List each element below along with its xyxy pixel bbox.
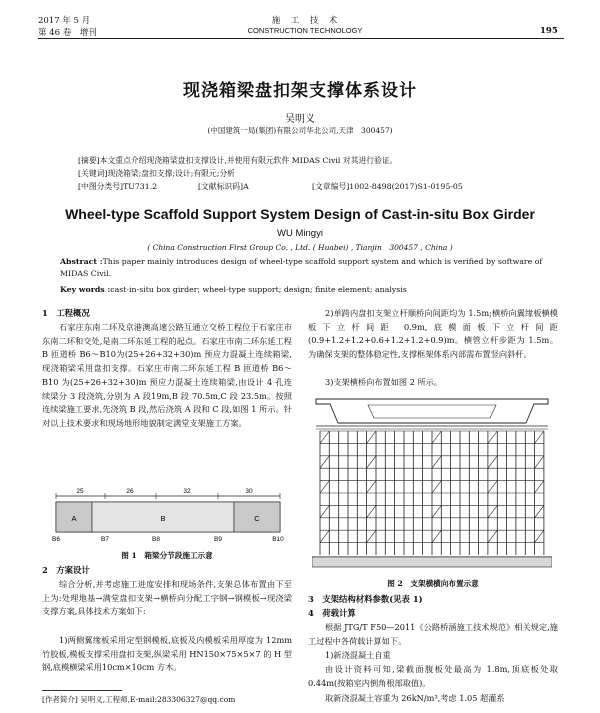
clc-number: [中图分类号]TU731.2 [78,182,158,191]
scaffold-diagonal-brace [367,431,376,443]
figure-1-caption: 图 1 箱梁分节段施工示意 [121,551,213,560]
fig1-dim-3: 32 [183,488,191,495]
scaffold-diagonal-brace [535,431,544,443]
fig1-pier-b7: B7 [101,536,109,543]
section-2-item-1: 1)两侧翼缘板采用定型钢模板,底板及内模板采用厚度为 12mm 竹胶板,模板支撑采用盘扣支架,纵梁采用 HN150×75×5×7 的 H 型钢,底模横梁采用10cm×10cm 方木。 [42,635,292,673]
figure-2-caption: 图 2 支架横横向布置示意 [387,579,479,588]
section-4-title: 4 荷载计算 [308,608,356,618]
fig1-label-a: A [71,514,77,523]
affiliation-en: ( China Construction First Group Co. , Ltd. ( Huabei) , Tianjin 300457 , China ) [147,243,453,252]
scaffold-diagonal-brace [320,481,329,493]
section-4-text-2: 由设计资料可知,梁截面腹板处最高为 1.8m,顶底板处取 0.44m(按箱室内倒角根部取值)。 [308,664,558,688]
scaffold-diagonal-brace [320,505,329,517]
scaffold-diagonal-brace [488,481,497,493]
scaffold-diagonal-brace [535,505,544,517]
section-2-text: 综合分析,并考虑施工进度安排和现场条件,支架总体布置由下至上为:处理地基→满堂盘扣支架→横桥向分配工字钢→钢模板→现浇梁支撑方案,具体技术方案如下: [42,579,292,617]
ground-foundation [312,557,552,567]
scaffold-diagonal-brace [535,456,544,468]
article-number: [文章编号]1002-8498(2017)S1-0195-05 [312,182,463,191]
section-1-title: 1 工程概况 [42,308,90,318]
fig1-dim-2: 26 [126,488,134,495]
title-en: Wheel-type Scaffold Support System Design of Cast-in-situ Box Girder [65,206,535,222]
scaffold-diagonal-brace [488,530,497,542]
abstract-cn: [摘要]本文重点介绍现浇箱梁盘扣支撑设计,并使用有限元软件 MIDAS Civil 对其进行验证。 [78,156,398,165]
abstract-en: This paper mainly introduces design of wheel-type scaffold support system and which is verified by software of MIDAS Civil. [60,257,543,278]
paragraph-support-spacing: 2)单跨内盘扣支架立杆顺桥向间距均为 1.5m;横桥向翼缘板横模板下立杆间距 0.9m,底模面板下立杆间距(0.9+1.2+1.2+0.6+1.2+1.2+0.9)m。横管立杆步距为 1.5m。为确保支架的整体稳定性,支撑框架体系内部需布置竖向斜杆。 [308,308,558,360]
header-volume: 第 46 卷 增刊 [38,28,97,38]
keywords-en: cast-in-situ box girder; wheel-type support; design; finite element; analysis [110,285,407,294]
scaffold-diagonal-brace [320,530,329,542]
section-4-text: 根据 JTG/T F50—2011《公路桥涵施工技术规范》相关规定,施工过程中各荷载计算如下。 [308,622,558,646]
affiliation-cn: (中国建筑一局(集团)有限公司华北公司,天津 300457) [207,126,393,135]
title-cn: 现浇箱梁盘扣架支撑体系设计 [183,81,417,101]
scaffold-diagonal-brace [320,456,329,468]
fig1-dim-4: 30 [245,488,253,495]
footnote-rule [42,690,122,691]
fig1-label-c: C [254,514,260,523]
scaffold-diagonal-brace [367,456,376,468]
scaffold-diagonal-brace [432,505,441,517]
author-en: WU Mingyi [277,228,323,239]
scaffold-diagonal-brace [488,456,497,468]
scaffold-diagonal-brace [535,481,544,493]
keywords-en-block [60,283,550,296]
scaffold-diagonal-brace [432,530,441,542]
box-girder-cell [368,405,496,418]
scaffold-diagonal-brace [432,431,441,443]
scaffold-diagonal-brace [488,505,497,517]
section-2-title: 2 方案设计 [42,565,90,575]
header-journal-cn: 施 工 技 术 [271,16,339,26]
scaffold-diagonal-brace [367,505,376,517]
fig1-pier-b8: B8 [152,536,160,543]
scaffold-diagonal-brace [320,431,329,443]
header-date: 2017 年 5 月 [38,16,91,26]
section-4-text-3: 取新浇混凝土容重为 26kN/m³,考虑 1.05 超灌系 [325,693,505,703]
scaffold-diagonal-brace [488,431,497,443]
abstract-en-block [60,256,550,280]
section-3-title: 3 支架结构材料参数(见表 1) [308,594,423,604]
figure-1-diagram [50,488,286,544]
header-journal-en: CONSTRUCTION TECHNOLOGY [247,26,363,35]
fig1-label-b: B [160,514,166,523]
document-code: [文献标识码]A [198,182,249,191]
fig1-dim-1: 25 [76,488,84,495]
scaffold-diagonal-brace [367,481,376,493]
fig1-pier-b10: B10 [272,536,284,543]
fig1-pier-b6: B6 [52,536,60,543]
scaffold-grid [320,431,544,555]
scaffold-diagonal-brace [432,456,441,468]
header-rule [38,38,564,39]
header-page-number: 195 [540,26,558,36]
author-cn: 吴明义 [285,114,315,125]
scaffold-diagonal-brace [535,530,544,542]
footnote-author: [作者简介] 吴明义,工程师,E-mail:283306327@qq.com [42,695,236,704]
scaffold-diagonal-brace [432,481,441,493]
abstract-en-label: Abstract : [60,257,103,266]
section-1-text: 石家庄东南二环及京港澳高速公路互通立交桥工程位于石家庄市东南二环和交处,是南二环东延工程的起点。石家庄市南二环东延工程 B 匝道桥 B6～B10为(25+26+32+30)m 预应力混凝土连续箱梁,现浇箱梁采用盘扣支撑。石家庄市南二环东延工程 B 匝道桥 B6～B10 为(25+26+32+30)m 预应力混凝土连续箱梁,由设计 4 孔连续梁分 3 段浇筑,分别为 A 段19m,B 段 70.5m,C 段 23.5m。按照连续梁施工要求,先浇筑 B 段,然后浇筑 A 段和 C 段,如图 1 所示。针对以上技术要求和现场地形地貌制定满堂支架施工方案。 [42,322,292,428]
figure-2-diagram [312,393,552,573]
section-4-item-1: 1)新浇混凝土自重 [325,650,391,660]
scaffold-diagonal-brace [367,530,376,542]
paragraph-figure-2-ref: 3)支架横桥向布置如图 2 所示。 [325,377,443,387]
fig1-pier-b9: B9 [214,536,222,543]
keywords-cn: [关键词]现浇箱梁;盘扣支撑;设计;有限元;分析 [78,169,235,178]
keywords-en-label: Key words : [60,285,111,294]
